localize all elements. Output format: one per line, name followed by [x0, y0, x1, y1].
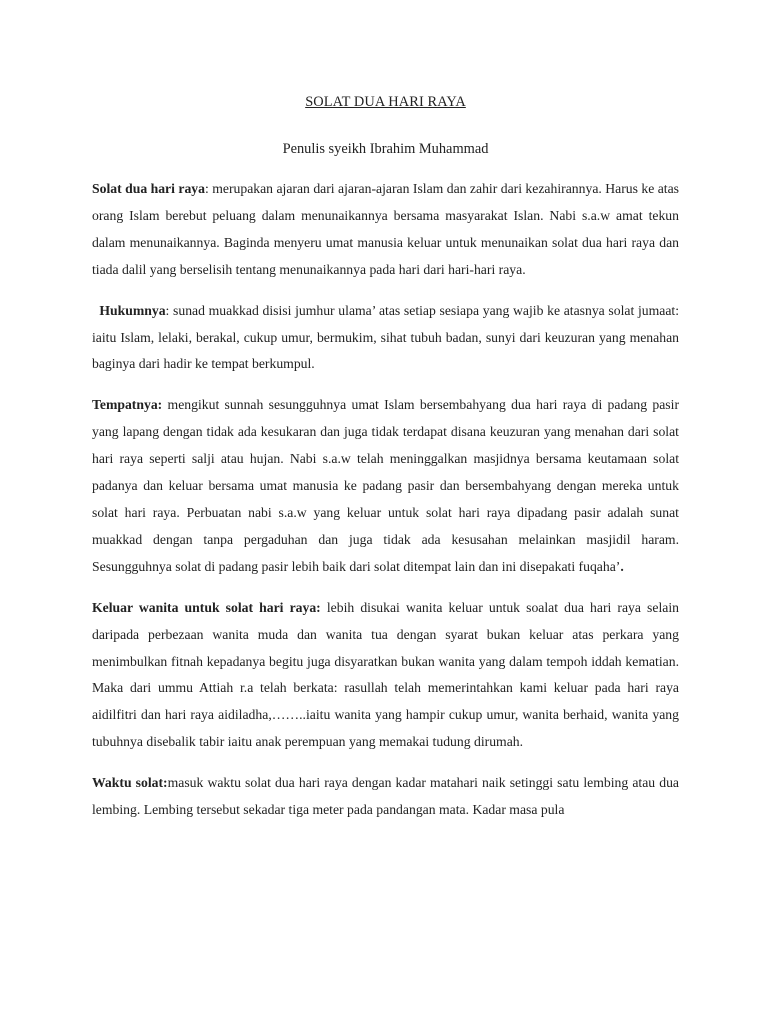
paragraph-keluar-wanita	[92, 595, 679, 756]
paragraph-waktu-solat	[92, 770, 679, 824]
paragraph-text: lebih disukai wanita keluar untuk soalat dua hari raya selain daripada perbezaan wanita muda dan wanita tua dengan syarat bukan keluar atas perkara yang menimbulkan fitnah kepadanya begitu juga disyaratkan bukan wanita yang dalam tempoh iddah kematian. Maka dari ummu Attiah r.a telah berkata: rasullah telah memerintahkan kami keluar pada hari raya aidilfitri dan hari raya aidiladha,……..iaitu wanita yang hampir cukup umur, wanita berhaid, wanita yang tubuhnya disebalik tabir iaitu anak perempuan yang memakai tudung dirumah.	[92, 599, 679, 750]
paragraph-hukumnya	[92, 298, 679, 379]
paragraph-text: masuk waktu solat dua hari raya dengan kadar matahari naik setinggi satu lembing atau dua lembing. Lembing tersebut sekadar tiga meter pada pandangan mata. Kadar masa pula	[92, 775, 679, 818]
paragraph-tempatnya	[92, 392, 679, 580]
document-author: Penulis syeikh Ibrahim Muhammad	[282, 141, 489, 157]
paragraph-lead: Tempatnya:	[92, 397, 163, 413]
paragraph-lead: Solat dua hari raya	[92, 181, 205, 196]
paragraph-lead: Keluar wanita untuk solat hari raya:	[92, 599, 321, 615]
document-page	[92, 88, 679, 824]
paragraph-text: mengikut sunnah sesungguhnya umat Islam bersembahyang dua hari raya di padang pasir yang lapang dengan tidak ada kesukaran dan juga tidak terdapat disana keuzuran yang menahan dari solat hari raya seperti salji atau hujan. Nabi s.a.w telah meninggalkan masjidnya bersama keutamaan solat padanya dan keluar bersama umat manusia ke padang pasir dan bersembahyang dengan mereka untuk solat hari raya. Perbuatan nabi s.a.w yang keluar untuk solat hari raya dipadang pasir adalah sunat muakkad dengan tanpa pergaduhan dan juga tidak ada kesusahan melainkan masjidil haram. Sesungguhnya solat di padang pasir lebih baik dari solat ditempat lain dan ini disepakati fuqaha’	[92, 397, 679, 574]
paragraph-solat-dua-hari-raya	[92, 176, 679, 284]
paragraph-text: : sunad muakkad disisi jumhur ulama’ atas setiap sesiapa yang wajib ke atasnya solat jumaat: iaitu Islam, lelaki, berakal, cukup umur, bermukim, sihat tubuh badan, sunyi dari keuzuran yang menahan baginya dari hadir ke tempat berkumpul.	[92, 302, 679, 372]
paragraph-lead: Waktu solat:	[92, 775, 168, 791]
paragraph-tail: .	[620, 558, 624, 574]
paragraph-lead: Hukumnya	[99, 302, 166, 318]
paragraph-text: : merupakan ajaran dari ajaran-ajaran Islam dan zahir dari kezahirannya. Harus ke atas orang Islam berebut peluang dalam menunaikannya bersama masyarakat Islan. Nabi s.a.w amat tekun dalam menunaikannya. Baginda menyeru umat manusia keluar untuk menunaikan solat dua hari raya dan tiada dalil yang berselisih tentang menunaikannya pada hari dari hari-hari raya.	[92, 181, 680, 277]
document-title: SOLAT DUA HARI RAYA	[305, 94, 466, 110]
